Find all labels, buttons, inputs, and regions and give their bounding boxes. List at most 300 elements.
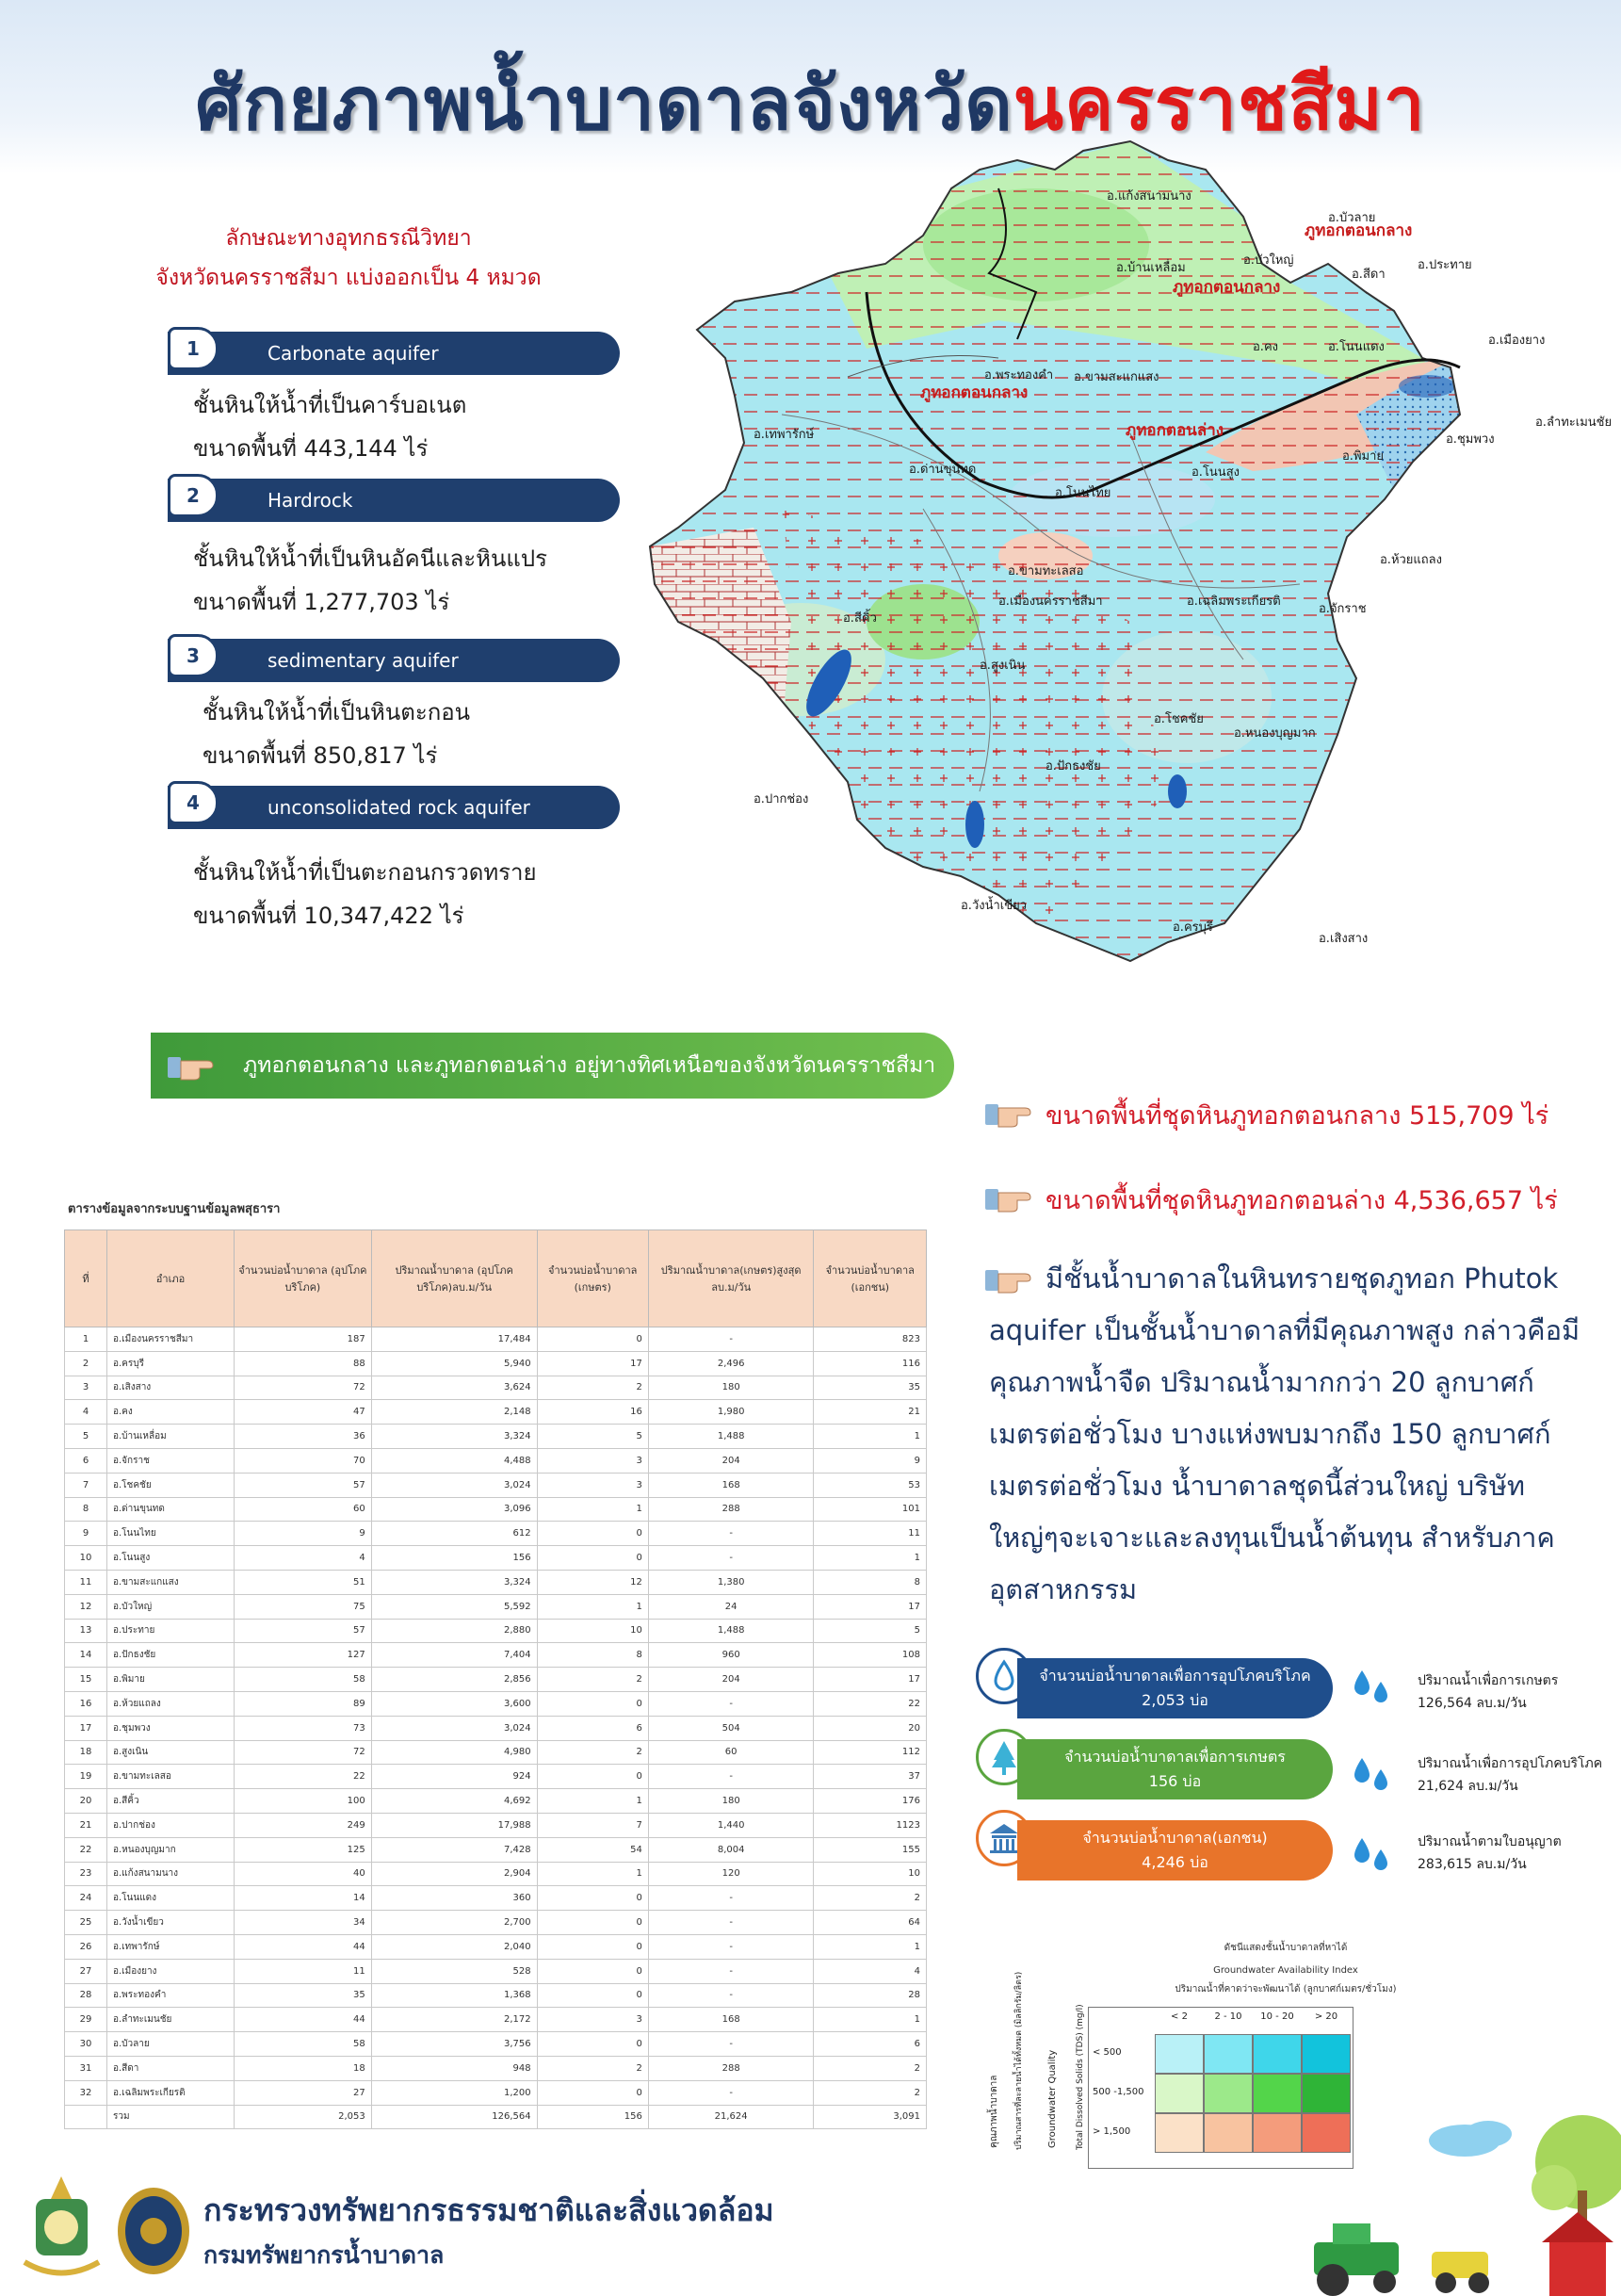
table-cell: 3,600: [371, 1691, 537, 1716]
farm-illustration: [1295, 2101, 1621, 2296]
header-cell: จำนวนบ่อน้ำบาดาล (เอกชน): [814, 1230, 927, 1327]
table-cell: 22: [814, 1691, 927, 1716]
table-cell: 1,488: [648, 1425, 814, 1449]
table-cell: 7,428: [371, 1837, 537, 1862]
legend-cell: [1204, 2034, 1253, 2074]
table-row: [65, 1400, 927, 1425]
map-label-3: อ.สีดา: [1352, 268, 1386, 282]
table-cell: 360: [371, 1886, 537, 1911]
table-row: [65, 1376, 927, 1400]
table-cell: อ.เมืองยาง: [107, 1959, 235, 1983]
table-cell: 288: [648, 2056, 814, 2080]
table-cell: -: [648, 1983, 814, 2008]
table-cell: 7,404: [371, 1643, 537, 1668]
table-cell: 34: [235, 1911, 372, 1935]
table-cell: อ.โนนสูง: [107, 1546, 235, 1571]
table-cell: 10: [65, 1546, 107, 1571]
category-number-2: 2: [168, 474, 219, 517]
table-cell: 3,024: [371, 1473, 537, 1497]
table-cell: อ.ปากช่อง: [107, 1813, 235, 1837]
table-cell: 156: [371, 1546, 537, 1571]
table-row: [65, 2080, 927, 2105]
map-label-25: อ.โชคชัย: [1154, 712, 1204, 726]
table-cell: 16: [65, 1691, 107, 1716]
table-row: [65, 1643, 927, 1668]
table-cell: อ.โชคชัย: [107, 1473, 235, 1497]
table-cell: 288: [648, 1497, 814, 1522]
table-cell: -: [648, 1886, 814, 1911]
table-cell: 44: [235, 1934, 372, 1959]
table-cell: 2,880: [371, 1619, 537, 1643]
table-cell: 2: [814, 2080, 927, 2105]
table-cell: 9: [235, 1522, 372, 1546]
map-label-2: อ.บัวใหญ่: [1243, 253, 1294, 268]
table-cell: 30: [65, 2032, 107, 2057]
table-cell: 8: [814, 1570, 927, 1594]
table-cell: 3,024: [371, 1716, 537, 1740]
table-cell: 22: [235, 1765, 372, 1789]
table-cell: 15: [65, 1668, 107, 1692]
category-number-1: 1: [168, 327, 219, 370]
table-cell: 3: [537, 1473, 648, 1497]
table-cell: 25: [65, 1911, 107, 1935]
table-cell: 2,148: [371, 1400, 537, 1425]
table-cell: 64: [814, 1911, 927, 1935]
table-cell: 204: [648, 1668, 814, 1692]
legend-ylabel-4: Total Dissolved Solids (TDS) (mg/l): [1076, 2004, 1085, 2150]
map-label-13: อ.เทพารักษ์: [754, 428, 815, 442]
map-label-16: อ.พิมาย: [1342, 449, 1384, 464]
legend-ylabel-1: คุณภาพน้ำบาดาล: [989, 2075, 999, 2148]
table-cell: 5,592: [371, 1594, 537, 1619]
ministry-logo: [17, 2173, 106, 2284]
table-row: [65, 1425, 927, 1449]
table-cell: 21,624: [648, 2105, 814, 2129]
table-cell: 58: [235, 1668, 372, 1692]
table-row: [65, 2032, 927, 2057]
table-cell: 8: [537, 1643, 648, 1668]
table-cell: 6: [814, 2032, 927, 2057]
header-cell: ที่: [65, 1230, 107, 1327]
table-row: [65, 2008, 927, 2032]
map-label-17: อ.โนนไทย: [1055, 486, 1111, 500]
map-label-11: อ.ลำทะเมนชัย: [1535, 415, 1613, 430]
table-row: [65, 1351, 927, 1376]
legend-cell: [1204, 2074, 1253, 2113]
legend-col-label: > 20: [1314, 2011, 1338, 2022]
table-cell: 3: [537, 2008, 648, 2032]
header-cell: อำเภอ: [107, 1230, 235, 1327]
map-label-8: อ.เมืองยาง: [1488, 334, 1546, 348]
map-label-22: อ.จักราช: [1319, 602, 1367, 616]
table-cell: 17: [65, 1716, 107, 1740]
table-cell: 1: [537, 1594, 648, 1619]
table-cell: 27: [65, 1959, 107, 1983]
table-cell: รวม: [107, 2105, 235, 2129]
table-cell: อ.ห้วยแถลง: [107, 1691, 235, 1716]
table-cell: 0: [537, 2080, 648, 2105]
note-1: ปริมาณน้ำเพื่อการเกษตร 126,564 ลบ.ม/วัน: [1418, 1673, 1559, 1711]
table-cell: 0: [537, 2032, 648, 2057]
intro-text: [141, 219, 556, 298]
table-cell: 612: [371, 1522, 537, 1546]
stat-pill-private: จำนวนบ่อน้ำบาดาล(เอกชน) 4,246 บ่อ: [1017, 1820, 1333, 1881]
category-desc-4: ชั้นหินให้น้ำที่เป็นตะกอนกรวดทราย ขนาดพื้นที่ 10,347,422 ไร่: [193, 859, 537, 929]
map-label-20: อ.เมืองนครราชสีมา: [998, 594, 1103, 609]
map-label-1: อ.บัวลาย: [1328, 211, 1376, 225]
table-cell: 960: [648, 1643, 814, 1668]
map-label-31: อ.เสิงสาง: [1319, 932, 1369, 946]
table-cell: 112: [814, 1740, 927, 1765]
table-cell: 0: [537, 1691, 648, 1716]
table-cell: 1: [814, 1934, 927, 1959]
table-cell: 44: [235, 2008, 372, 2032]
table-cell: อ.แก้งสนามนาง: [107, 1862, 235, 1886]
pointing-hand-icon: [983, 1180, 1040, 1217]
table-cell: 3,624: [371, 1376, 537, 1400]
table-cell: 12: [65, 1594, 107, 1619]
table-cell: 51: [235, 1570, 372, 1594]
legend-cell: [1204, 2113, 1253, 2153]
table-cell: อ.บัวใหญ่: [107, 1594, 235, 1619]
table-cell: 3,324: [371, 1425, 537, 1449]
table-cell: 1,488: [648, 1619, 814, 1643]
table-row: [65, 1668, 927, 1692]
map-label-10: อ.ขามสะแกแสง: [1074, 370, 1159, 384]
page-title: ศักยภาพน้ำบาดาลจังหวัดนครราชสีมา: [195, 62, 1426, 147]
table-cell: 57: [235, 1619, 372, 1643]
table-cell: 5: [65, 1425, 107, 1449]
map-label-0: อ.แก้งสนามนาง: [1107, 189, 1191, 204]
table-cell: 125: [235, 1837, 372, 1862]
table-cell: 108: [814, 1643, 927, 1668]
table-row: [65, 1327, 927, 1352]
table-cell: 0: [537, 1934, 648, 1959]
table-cell: 4,488: [371, 1448, 537, 1473]
map-label-4: อ.ประทาย: [1418, 258, 1472, 272]
table-cell: 4: [65, 1400, 107, 1425]
legend-col-label: < 2: [1171, 2011, 1188, 2022]
table-cell: 4: [235, 1546, 372, 1571]
table-cell: 3,756: [371, 2032, 537, 2057]
table-cell: อ.จักราช: [107, 1448, 235, 1473]
table-cell: 18: [65, 1740, 107, 1765]
table-cell: 0: [537, 1546, 648, 1571]
table-cell: -: [648, 2080, 814, 2105]
table-cell: [65, 2105, 107, 2129]
table-cell: อ.พิมาย: [107, 1668, 235, 1692]
table-cell: 31: [65, 2056, 107, 2080]
table-cell: 126,564: [371, 2105, 537, 2129]
table-cell: 3: [65, 1376, 107, 1400]
table-cell: อ.พระทองคำ: [107, 1983, 235, 2008]
table-cell: 14: [235, 1886, 372, 1911]
phutok-paragraph: มีชั้นน้ำบาดาลในหินทรายชุดภูทอก Phutok aquifer เป็นชั้นน้ำบาดาลที่มีคุณภาพสูง กล่าวคือมีคุณภาพน้ำจืด ปริมาณน้ำมากกว่า 20 ลูกบาศก์เมตรต่อชั่วโมง บางแห่งพบมากถึง 150 ลูกบาศก์เมตรต่อชั่วโมง น้ำบาดาลชุดนี้ส่วนใหญ่ บริษัทใหญ่ๆจะเจาะและลงทุนเป็นน้ำต้นทุน สำหรับภาคอุตสาหกรรม: [989, 1262, 1580, 1605]
table-cell: 176: [814, 1789, 927, 1814]
table-cell: 155: [814, 1837, 927, 1862]
department-name: กรมทรัพยากรน้ำบาดาล: [203, 2241, 445, 2269]
ministry-name: กระทรวงทรัพยากรธรรมชาติและสิ่งแวดล้อม: [203, 2192, 774, 2228]
table-cell: 2: [537, 1740, 648, 1765]
table-cell: อ.คง: [107, 1400, 235, 1425]
table-row: [65, 1765, 927, 1789]
table-cell: 1,368: [371, 1983, 537, 2008]
table-cell: 9: [65, 1522, 107, 1546]
map-label-24: อ.สูงเนิน: [980, 659, 1026, 673]
table-row: [65, 1862, 927, 1886]
table-cell: 156: [537, 2105, 648, 2129]
water-drops-icon: [1349, 1750, 1396, 1798]
table-cell: 2: [537, 2056, 648, 2080]
table-cell: 11: [235, 1959, 372, 1983]
table-cell: 204: [648, 1448, 814, 1473]
table-cell: 26: [65, 1934, 107, 1959]
table-cell: -: [648, 2032, 814, 2057]
table-cell: 23: [65, 1862, 107, 1886]
map-formation-3: ภูทอกตอนล่าง: [1126, 421, 1224, 440]
table-cell: 8: [65, 1497, 107, 1522]
table-cell: 36: [235, 1425, 372, 1449]
category-number-4: 4: [168, 781, 219, 824]
table-cell: 2: [814, 2056, 927, 2080]
table-cell: 1: [537, 1497, 648, 1522]
table-cell: -: [648, 1934, 814, 1959]
table-cell: 9: [814, 1448, 927, 1473]
table-cell: 16: [537, 1400, 648, 1425]
intro-line2: จังหวัดนครราชสีมา แบ่งออกเป็น 4 หมวด: [155, 266, 542, 290]
legend-col-label: 10 - 20: [1260, 2011, 1294, 2022]
table-cell: 823: [814, 1327, 927, 1352]
table-cell: อ.ขามทะเลสอ: [107, 1765, 235, 1789]
table-cell: 0: [537, 1983, 648, 2008]
table-cell: 10: [814, 1862, 927, 1886]
table-cell: 2,700: [371, 1911, 537, 1935]
table-cell: 2,040: [371, 1934, 537, 1959]
table-cell: 19: [65, 1765, 107, 1789]
table-cell: 116: [814, 1351, 927, 1376]
table-cell: 2: [65, 1351, 107, 1376]
table-row: [65, 1837, 927, 1862]
table-cell: อ.เทพารักษ์: [107, 1934, 235, 1959]
table-cell: 17: [814, 1594, 927, 1619]
banner-text: ภูทอกตอนกลาง และภูทอกตอนล่าง อยู่ทางทิศเหนือของจังหวัดนครราชสีมา: [243, 1053, 936, 1078]
water-drops-icon: [1349, 1663, 1396, 1710]
table-cell: 1: [537, 1789, 648, 1814]
category-number-3: 3: [168, 634, 219, 677]
table-cell: 29: [65, 2008, 107, 2032]
map-formation-2: ภูทอกตอนกลาง: [920, 383, 1029, 402]
legend-cell: [1155, 2113, 1204, 2153]
table-cell: 7: [65, 1473, 107, 1497]
legend-row-label: < 500: [1093, 2047, 1122, 2058]
table-row: [65, 1886, 927, 1911]
table-cell: 11: [814, 1522, 927, 1546]
table-cell: -: [648, 1959, 814, 1983]
category-pill-3: sedimentary aquifer: [168, 639, 620, 682]
table-cell: 3,091: [814, 2105, 927, 2129]
table-cell: 528: [371, 1959, 537, 1983]
legend-cell: [1155, 2034, 1204, 2074]
table-cell: 187: [235, 1327, 372, 1352]
table-cell: 0: [537, 1911, 648, 1935]
table-cell: 1: [814, 1546, 927, 1571]
table-row: [65, 1691, 927, 1716]
table-cell: อ.ขามสะแกแสง: [107, 1570, 235, 1594]
table-cell: 1,980: [648, 1400, 814, 1425]
table-cell: 89: [235, 1691, 372, 1716]
category-desc-1: ชั้นหินให้น้ำที่เป็นคาร์บอเนต ขนาดพื้นที่ 443,144 ไร่: [193, 392, 467, 462]
table-row: [65, 1448, 927, 1473]
table-cell: 60: [648, 1740, 814, 1765]
table-cell: อ.บัวลาย: [107, 2032, 235, 2057]
category-pill-4: unconsolidated rock aquifer: [168, 786, 620, 829]
table-row: [65, 1570, 927, 1594]
table-cell: 10: [537, 1619, 648, 1643]
table-cell: 27: [235, 2080, 372, 2105]
table-cell: อ.สีคิ้ว: [107, 1789, 235, 1814]
map-label-14: อ.ด่านขุนทด: [909, 463, 977, 477]
table-cell: 17: [537, 1351, 648, 1376]
table-cell: 180: [648, 1789, 814, 1814]
water-drops-icon: [1349, 1831, 1396, 1878]
map-label-23: อ.สีคิ้ว: [843, 611, 877, 626]
table-cell: 32: [65, 2080, 107, 2105]
table-cell: 53: [814, 1473, 927, 1497]
info-line-2: ขนาดพื้นที่ชุดหินภูทอกตอนล่าง 4,536,657 ไร่: [1046, 1186, 1558, 1215]
table-cell: 60: [235, 1497, 372, 1522]
table-cell: 2,904: [371, 1862, 537, 1886]
table-cell: 1: [814, 1425, 927, 1449]
header-cell: จำนวนบ่อน้ำบาดาล (อุปโภคบริโภค): [235, 1230, 372, 1327]
table-cell: 168: [648, 2008, 814, 2032]
table-cell: 8,004: [648, 1837, 814, 1862]
category-pill-2: Hardrock: [168, 479, 620, 522]
table-row: [65, 1546, 927, 1571]
table-cell: 1: [814, 2008, 927, 2032]
table-cell: อ.หนองบุญมาก: [107, 1837, 235, 1862]
table-cell: 40: [235, 1862, 372, 1886]
table-cell: 17,988: [371, 1813, 537, 1837]
note-2: ปริมาณน้ำเพื่อการอุปโภคบริโภค 21,624 ลบ.ม/วัน: [1418, 1756, 1603, 1794]
table-cell: 73: [235, 1716, 372, 1740]
table-cell: อ.วังน้ำเขียว: [107, 1911, 235, 1935]
header-cell: ปริมาณน้ำบาดาล(เกษตร)สูงสุด ลบ.ม/วัน: [648, 1230, 814, 1327]
table-row: [65, 1497, 927, 1522]
table-cell: อ.บ้านเหลื่อม: [107, 1425, 235, 1449]
table-row: [65, 1813, 927, 1837]
table-cell: อ.ปักธงชัย: [107, 1643, 235, 1668]
table-cell: 1,380: [648, 1570, 814, 1594]
table-cell: 504: [648, 1716, 814, 1740]
table-caption: ตารางข้อมูลจากระบบฐานข้อมูลพสุธารา: [68, 1202, 281, 1216]
map-label-26: อ.หนองบุญมาก: [1234, 726, 1316, 741]
table-cell: 120: [648, 1862, 814, 1886]
legend-title-1: ดัชนีแสดงชั้นน้ำบาดาลที่หาได้: [1224, 1943, 1348, 1953]
table-row: [65, 1934, 927, 1959]
table-row: [65, 1522, 927, 1546]
pointing-hand-icon: [166, 1048, 222, 1085]
table-row: [65, 1740, 927, 1765]
category-desc-2: ชั้นหินให้น้ำที่เป็นหินอัคนีและหินแปร ขนาดพื้นที่ 1,277,703 ไร่: [193, 546, 547, 615]
map-label-19: อ.ขามทะเลสอ: [1008, 564, 1084, 578]
table-cell: 17: [814, 1668, 927, 1692]
table-cell: 72: [235, 1376, 372, 1400]
table-cell: -: [648, 1522, 814, 1546]
map-formation-0: ภูทอกตอนกลาง: [1305, 221, 1413, 240]
table-cell: 20: [65, 1789, 107, 1814]
table-cell: 88: [235, 1351, 372, 1376]
table-row: [65, 1716, 927, 1740]
table-cell: 58: [235, 2032, 372, 2057]
table-cell: 7: [537, 1813, 648, 1837]
table-cell: 1: [537, 1862, 648, 1886]
table-cell: 57: [235, 1473, 372, 1497]
legend-cell: [1155, 2074, 1204, 2113]
table-cell: 4,980: [371, 1740, 537, 1765]
table-cell: 13: [65, 1619, 107, 1643]
table-cell: 1123: [814, 1813, 927, 1837]
map-label-21: อ.เฉลิมพระเกียรติ: [1187, 594, 1281, 609]
table-cell: 924: [371, 1765, 537, 1789]
table-cell: 0: [537, 1522, 648, 1546]
table-cell: อ.ครบุรี: [107, 1351, 235, 1376]
table-cell: 180: [648, 1376, 814, 1400]
header-cell: ปริมาณน้ำบาดาล (อุปโภคบริโภค)ลบ.ม/วัน: [371, 1230, 537, 1327]
table-cell: 12: [537, 1570, 648, 1594]
stat-pill-consumption: จำนวนบ่อน้ำบาดาลเพื่อการอุปโภคบริโภค 2,053 บ่อ: [1017, 1658, 1333, 1718]
map-label-15: อ.โนนสูง: [1191, 465, 1240, 480]
legend-ylabel-2: ปริมาณสารที่ละลายน้ำได้ทั้งหมด (มิลลิกรัม/ลิตร): [1014, 1971, 1024, 2150]
table-cell: อ.เฉลิมพระเกียรติ: [107, 2080, 235, 2105]
table-cell: -: [648, 1327, 814, 1352]
map-formation-1: ภูทอกตอนกลาง: [1173, 278, 1281, 297]
table-cell: 1: [65, 1327, 107, 1352]
table-row: [65, 1473, 927, 1497]
map-label-27: อ.ปักธงชัย: [1046, 759, 1101, 773]
table-cell: 948: [371, 2056, 537, 2080]
table-cell: อ.สูงเนิน: [107, 1740, 235, 1765]
pointing-hand-icon: [983, 1095, 1040, 1132]
table-cell: 5: [537, 1425, 648, 1449]
table-cell: อ.โนนแดง: [107, 1886, 235, 1911]
map-label-9: อ.พระทองคำ: [984, 368, 1054, 383]
table-cell: 0: [537, 1765, 648, 1789]
table-row: [65, 1594, 927, 1619]
legend-title-3: ปริมาณน้ำที่คาดว่าจะพัฒนาได้ (ลูกบาศก์เมตร/ชั่วโมง): [1175, 1984, 1397, 1995]
table-cell: 35: [235, 1983, 372, 2008]
table-cell: -: [648, 1546, 814, 1571]
table-cell: 24: [648, 1594, 814, 1619]
legend-col-label: 2 - 10: [1214, 2011, 1242, 2022]
table-cell: 4: [814, 1959, 927, 1983]
table-cell: 0: [537, 1959, 648, 1983]
table-cell: 18: [235, 2056, 372, 2080]
table-cell: อ.ประทาย: [107, 1619, 235, 1643]
table-cell: อ.ด่านขุนทด: [107, 1497, 235, 1522]
table-cell: 6: [537, 1716, 648, 1740]
legend-ylabel-3: Groundwater Quality: [1047, 2049, 1058, 2148]
table-cell: อ.เสิงสาง: [107, 1376, 235, 1400]
table-cell: อ.ลำทะเมนชัย: [107, 2008, 235, 2032]
table-cell: 0: [537, 1886, 648, 1911]
table-cell: 20: [814, 1716, 927, 1740]
table-cell: 11: [65, 1570, 107, 1594]
table-cell: 4,692: [371, 1789, 537, 1814]
table-row: [65, 1959, 927, 1983]
table-cell: 3: [537, 1448, 648, 1473]
map-label-30: อ.ครบุรี: [1173, 920, 1213, 935]
table-row: [65, 1619, 927, 1643]
